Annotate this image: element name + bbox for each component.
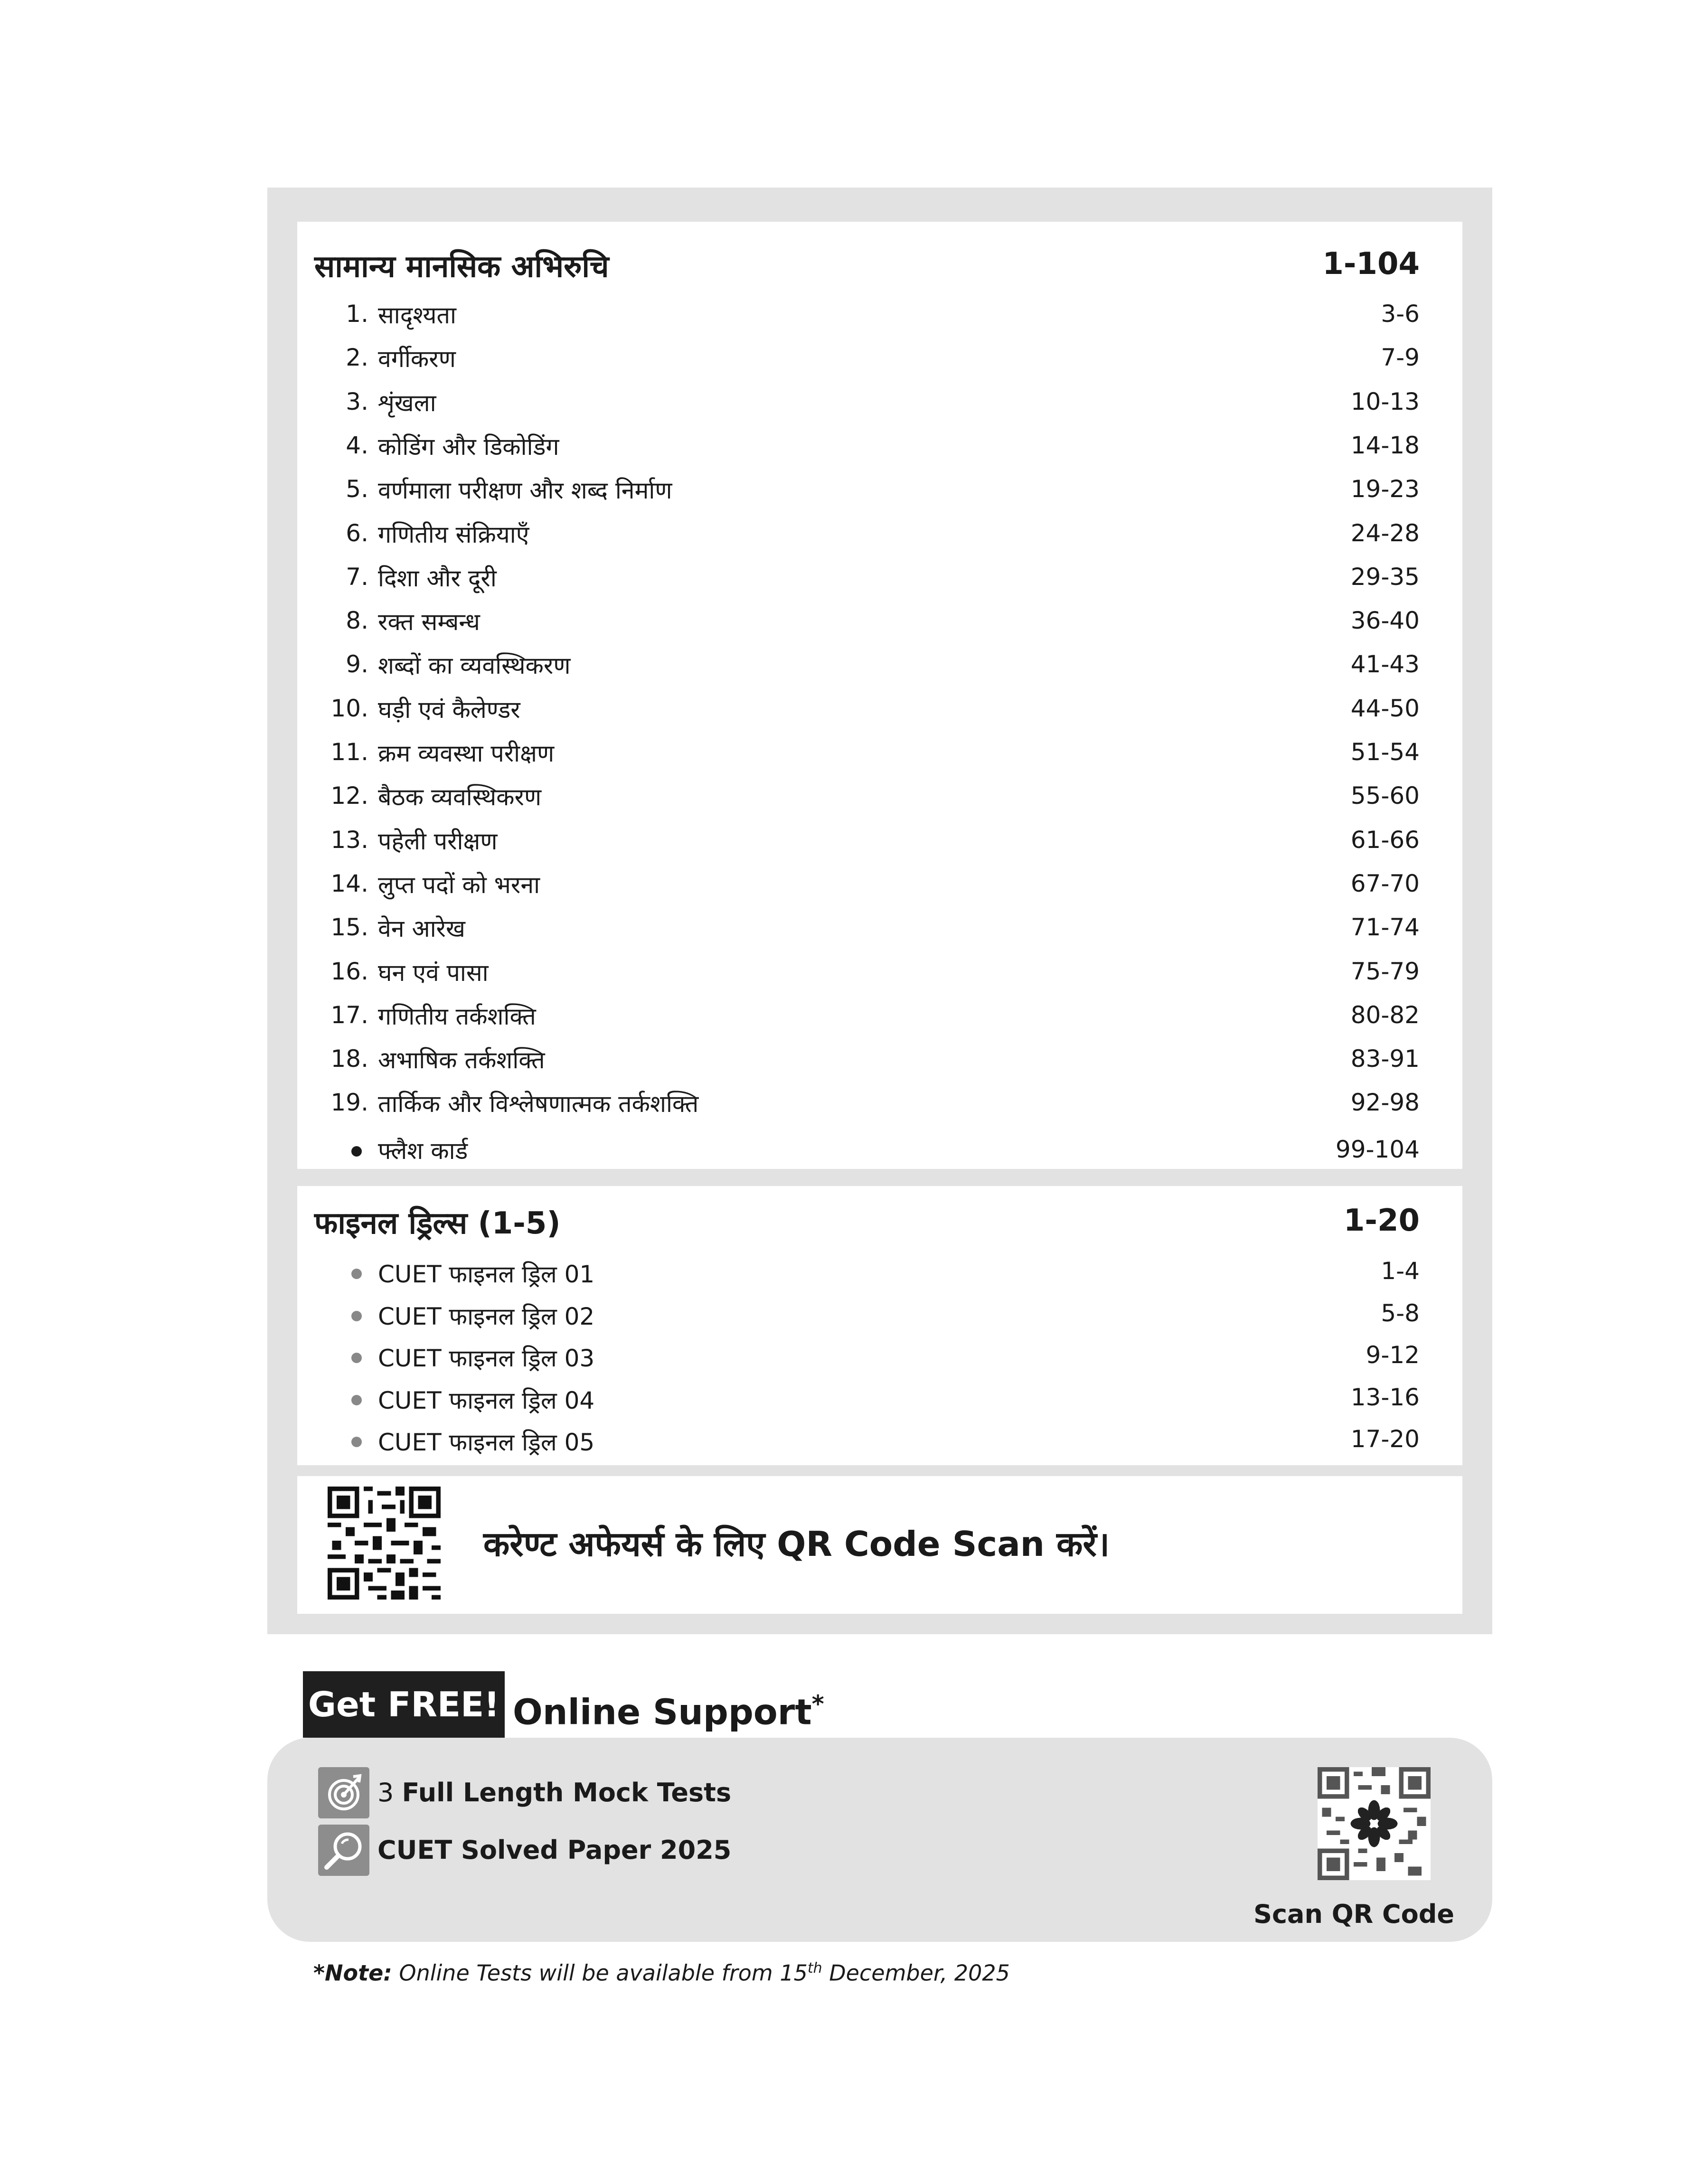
toc-row-text: CUET फाइनल ड्रिल 02 — [378, 1302, 595, 1330]
toc-row-text: CUET फाइनल ड्रिल 01 — [378, 1261, 595, 1288]
toc-row-number: 6. — [346, 519, 368, 547]
toc-row-text: लुप्त पदों को भरना — [378, 871, 540, 899]
section-title: सामान्य मानसिक अभिरुचि — [314, 249, 609, 284]
current-affairs-qr-text: करेण्ट अफेयर्स के लिए QR Code Scan करें। — [483, 1524, 1110, 1564]
toc-row-pages: 17-20 — [1350, 1425, 1420, 1453]
toc-row-pages: 36-40 — [1350, 607, 1420, 635]
toc-row-pages: 5-8 — [1381, 1299, 1420, 1327]
toc-row[interactable] — [297, 475, 1462, 513]
toc-row[interactable] — [297, 1257, 1462, 1295]
toc-row[interactable] — [297, 344, 1462, 382]
toc-row[interactable] — [297, 958, 1462, 996]
toc-row-text: गणितीय तर्कशक्ति — [378, 1002, 536, 1030]
bullet-icon — [351, 1437, 362, 1447]
toc-section-general-aptitude — [297, 222, 1462, 1169]
toc-row-text: वर्णमाला परीक्षण और शब्द निर्माण — [378, 477, 672, 505]
toc-row[interactable] — [297, 519, 1462, 557]
toc-row-pages: 10-13 — [1350, 387, 1420, 415]
toc-row-pages: 55-60 — [1350, 782, 1420, 810]
section-title: फाइनल ड्रिल्स (1-5) — [314, 1206, 561, 1241]
bullet-icon — [351, 1395, 362, 1405]
toc-row-pages: 67-70 — [1350, 869, 1420, 897]
toc-row-number: 17. — [330, 1001, 368, 1029]
support-qr-code-icon[interactable] — [1318, 1767, 1431, 1880]
toc-row-number: 8. — [346, 607, 368, 635]
scan-qr-label: Scan QR Code — [1253, 1899, 1454, 1929]
toc-row-text: सादृश्यता — [378, 301, 456, 329]
feature-label: Full Length Mock Tests — [402, 1778, 732, 1807]
bullet-icon — [351, 1146, 362, 1157]
toc-row[interactable] — [297, 300, 1462, 338]
toc-row-text: फ्लैश कार्ड — [378, 1137, 468, 1165]
toc-row[interactable] — [297, 1045, 1462, 1083]
toc-row[interactable] — [297, 1089, 1462, 1127]
toc-row-pages: 1-4 — [1381, 1257, 1420, 1285]
toc-row-pages: 14-18 — [1350, 431, 1420, 459]
toc-row-number: 2. — [346, 344, 368, 372]
toc-row[interactable] — [297, 1384, 1462, 1421]
toc-row-text: रक्त सम्बन्ध — [378, 608, 480, 636]
online-support-title — [513, 1690, 824, 1733]
toc-row-number: 5. — [346, 475, 368, 503]
toc-row-number: 3. — [346, 387, 368, 415]
toc-row-text: घड़ी एवं कैलेण्डर — [378, 696, 520, 724]
toc-row-text: तार्किक और विश्लेषणात्मक तर्कशक्ति — [378, 1090, 699, 1118]
toc-row-number: 11. — [330, 738, 368, 766]
toc-row-pages: 3-6 — [1381, 300, 1420, 328]
toc-row-pages: 13-16 — [1350, 1383, 1420, 1411]
toc-row-number: 4. — [346, 431, 368, 459]
toc-row[interactable] — [297, 1001, 1462, 1039]
toc-row[interactable] — [297, 870, 1462, 908]
bullet-icon — [351, 1269, 362, 1279]
toc-row-text: बैठक व्यवस्थिकरण — [378, 783, 542, 811]
feature-label: CUET Solved Paper 2025 — [377, 1835, 732, 1865]
toc-row-number: 7. — [346, 563, 368, 591]
toc-row-pages: 51-54 — [1350, 738, 1420, 766]
footnote — [313, 1960, 1010, 1986]
toc-row-pages: 92-98 — [1350, 1089, 1420, 1117]
toc-row-pages: 83-91 — [1350, 1045, 1420, 1073]
toc-row[interactable] — [297, 607, 1462, 645]
note-text-end: December, 2025 — [822, 1960, 1010, 1986]
toc-row-pages: 44-50 — [1350, 694, 1420, 722]
toc-row-text: शृंखला — [378, 389, 436, 417]
note-label: *Note: — [313, 1960, 392, 1986]
toc-row-number: 10. — [330, 694, 368, 722]
toc-row-text: गणितीय संक्रियाएँ — [378, 520, 529, 548]
toc-row[interactable] — [297, 782, 1462, 820]
toc-row[interactable] — [297, 388, 1462, 426]
toc-row-number: 12. — [330, 782, 368, 810]
toc-row-pages: 41-43 — [1350, 650, 1420, 678]
toc-row-pages: 19-23 — [1350, 475, 1420, 503]
toc-row-number: 15. — [330, 913, 368, 941]
feature-prefix: 3 — [377, 1778, 402, 1807]
toc-frame — [267, 188, 1492, 1634]
toc-row[interactable] — [297, 1299, 1462, 1337]
toc-row-text: CUET फाइनल ड्रिल 04 — [378, 1386, 595, 1414]
toc-row[interactable] — [297, 1425, 1462, 1463]
toc-row-pages: 29-35 — [1350, 563, 1420, 591]
toc-row-number: 13. — [330, 826, 368, 854]
toc-row-pages: 75-79 — [1350, 957, 1420, 985]
note-superscript: th — [807, 1960, 822, 1977]
toc-row-text: शब्दों का व्यवस्थिकरण — [378, 652, 571, 680]
toc-row-pages: 71-74 — [1350, 913, 1420, 941]
current-affairs-banner — [297, 1476, 1462, 1614]
feature-text — [377, 1778, 731, 1807]
section-pages: 1-20 — [1343, 1203, 1420, 1238]
toc-row-text: पहेली परीक्षण — [378, 827, 498, 855]
toc-row-text: CUET फाइनल ड्रिल 05 — [378, 1429, 595, 1456]
magnifier-icon — [318, 1825, 369, 1876]
bullet-icon — [351, 1353, 362, 1363]
toc-row[interactable] — [297, 695, 1462, 733]
feature-text — [377, 1835, 731, 1865]
toc-row-text: CUET फाइनल ड्रिल 03 — [378, 1345, 595, 1372]
online-support-panel — [267, 1738, 1492, 1942]
qr-code-icon[interactable] — [328, 1487, 441, 1600]
toc-row-pages: 99-104 — [1335, 1136, 1420, 1163]
toc-row-text: क्रम व्यवस्था परीक्षण — [378, 740, 555, 767]
toc-row[interactable] — [297, 650, 1462, 688]
toc-row-text: वेन आरेख — [378, 915, 465, 943]
toc-row[interactable] — [297, 913, 1462, 951]
toc-row[interactable] — [297, 432, 1462, 470]
toc-row-flash-cards[interactable] — [297, 1136, 1462, 1174]
toc-row-pages: 7-9 — [1381, 344, 1420, 372]
toc-row-number: 14. — [330, 869, 368, 897]
note-text: Online Tests will be available from 15 — [392, 1960, 808, 1986]
toc-row-text: दिशा और दूरी — [378, 564, 497, 592]
asterisk-mark: * — [811, 1690, 824, 1718]
toc-row-pages: 61-66 — [1350, 826, 1420, 854]
toc-row-text: घन एवं पासा — [378, 959, 489, 987]
toc-row-number: 16. — [330, 957, 368, 985]
toc-row-number: 18. — [330, 1045, 368, 1073]
bullet-icon — [351, 1311, 362, 1321]
toc-row[interactable] — [297, 563, 1462, 601]
toc-row-pages: 24-28 — [1350, 519, 1420, 547]
online-support-title-text: Online Support — [513, 1692, 812, 1733]
target-icon — [318, 1767, 369, 1818]
toc-row-number: 19. — [330, 1089, 368, 1117]
toc-row-number: 9. — [346, 650, 368, 678]
toc-row[interactable] — [297, 738, 1462, 776]
toc-row-text: कोडिंग और डिकोडिंग — [378, 433, 559, 461]
toc-row[interactable] — [297, 826, 1462, 864]
toc-row-text: अभाषिक तर्कशक्ति — [378, 1046, 545, 1074]
toc-section-final-drills — [297, 1186, 1462, 1465]
toc-row-pages: 9-12 — [1366, 1341, 1420, 1369]
get-free-tag: Get FREE! — [303, 1671, 505, 1738]
section-pages: 1-104 — [1322, 246, 1420, 282]
toc-row-number: 1. — [346, 300, 368, 328]
toc-row[interactable] — [297, 1341, 1462, 1379]
toc-row-pages: 80-82 — [1350, 1001, 1420, 1029]
toc-row-text: वर्गीकरण — [378, 345, 456, 373]
